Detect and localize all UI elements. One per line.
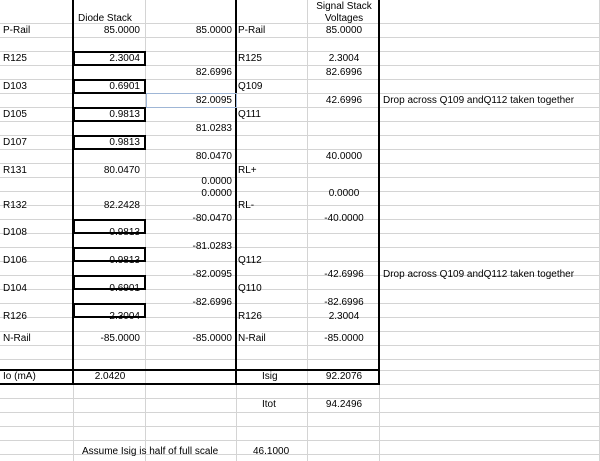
diode-cell[interactable]: -85.0000 (100, 333, 140, 344)
diode-cell[interactable]: 0.9813 (109, 137, 140, 148)
node-voltage-cell[interactable]: 0.0000 (201, 188, 232, 199)
signal-voltage-cell[interactable]: 82.6996 (325, 67, 363, 78)
gridline (0, 412, 600, 413)
io-value-cell[interactable]: 2.0420 (94, 371, 126, 382)
node-voltage-cell[interactable]: 85.0000 (195, 25, 232, 36)
diode-cell[interactable]: 0.6901 (109, 81, 140, 92)
diode-cell[interactable]: 2.3004 (109, 311, 140, 322)
signal-stack-header: Voltages (324, 13, 364, 24)
row-label: D108 (3, 227, 27, 238)
row-label: P-Rail (3, 25, 31, 36)
row-label: R126 (3, 311, 27, 322)
node-voltage-cell[interactable]: -82.6996 (192, 297, 232, 308)
diode-cell[interactable]: 0.9813 (109, 109, 140, 120)
diode-cell[interactable]: 82.2428 (103, 200, 140, 211)
row-label: D105 (3, 109, 27, 120)
diode-cell[interactable]: 2.3004 (109, 53, 140, 64)
row-label: Io (mA) (3, 371, 36, 382)
node-voltage-cell[interactable]: -85.0000 (192, 333, 232, 344)
border-line (235, 0, 237, 384)
signal-voltage-cell[interactable]: 0.0000 (328, 188, 360, 199)
gridline (0, 359, 600, 360)
gridline (307, 0, 308, 461)
diode-cell[interactable]: 0.9813 (109, 255, 140, 266)
node-voltage-cell[interactable]: 82.0095 (195, 95, 232, 106)
signal-label: Q111 (238, 109, 261, 120)
diode-stack-header: Diode Stack (78, 13, 132, 24)
diode-cell[interactable]: 80.0470 (103, 165, 140, 176)
signal-stack-header: Signal Stack (316, 1, 372, 12)
diode-cell[interactable]: 0.6901 (109, 283, 140, 294)
signal-voltage-cell[interactable]: -42.6996 (324, 269, 364, 280)
node-voltage-cell[interactable]: -81.0283 (192, 241, 232, 252)
signal-voltage-cell[interactable]: 85.0000 (325, 25, 363, 36)
signal-voltage-cell[interactable]: 40.0000 (325, 151, 363, 162)
signal-label: R125 (238, 53, 262, 64)
node-voltage-cell[interactable]: -80.0470 (192, 213, 232, 224)
row-label: N-Rail (3, 333, 31, 344)
signal-label: R126 (238, 311, 262, 322)
signal-label: P-Rail (238, 25, 266, 36)
gridline (0, 440, 600, 441)
node-voltage-cell[interactable]: 80.0470 (195, 151, 232, 162)
node-voltage-cell[interactable]: -82.0095 (192, 269, 232, 280)
signal-voltage-cell[interactable]: -40.0000 (324, 213, 364, 224)
signal-label: RL- (238, 200, 255, 211)
signal-label: Q109 (238, 81, 263, 92)
isig-value-cell[interactable]: 92.2076 (325, 371, 363, 382)
row-label: R132 (3, 200, 27, 211)
assume-label: Assume Isig is half of full scale (82, 446, 219, 457)
node-voltage-cell[interactable]: 81.0283 (195, 123, 232, 134)
row-label: D103 (3, 81, 27, 92)
row-label: D104 (3, 283, 27, 294)
node-voltage-cell[interactable]: 82.6996 (195, 67, 232, 78)
signal-label: Q110 (238, 283, 262, 294)
signal-label: Itot (262, 399, 276, 410)
gridline (0, 426, 600, 427)
note-text: Drop across Q109 andQ112 taken together (383, 269, 575, 280)
signal-voltage-cell[interactable]: -82.6996 (324, 297, 364, 308)
row-label: D107 (3, 137, 27, 148)
signal-voltage-cell[interactable]: 2.3004 (328, 53, 360, 64)
signal-label: Q112 (238, 255, 262, 266)
signal-voltage-cell[interactable]: -85.0000 (324, 333, 364, 344)
diode-cell[interactable]: 0.9813 (109, 227, 140, 238)
note-text: Drop across Q109 andQ112 taken together (383, 95, 575, 106)
gridline (0, 191, 600, 192)
signal-voltage-cell[interactable]: 2.3004 (328, 311, 360, 322)
signal-label: Isig (262, 371, 278, 382)
itot-value-cell[interactable]: 94.2496 (325, 399, 363, 410)
diode-cell[interactable]: 85.0000 (103, 25, 140, 36)
row-label: R131 (3, 165, 27, 176)
signal-label: N-Rail (238, 333, 266, 344)
row-label: D106 (3, 255, 27, 266)
node-voltage-cell[interactable]: 0.0000 (201, 176, 232, 187)
assume-value-cell[interactable]: 46.1000 (253, 446, 290, 457)
signal-voltage-cell[interactable]: 42.6996 (325, 95, 363, 106)
row-label: R125 (3, 53, 27, 64)
signal-label: RL+ (238, 165, 257, 176)
